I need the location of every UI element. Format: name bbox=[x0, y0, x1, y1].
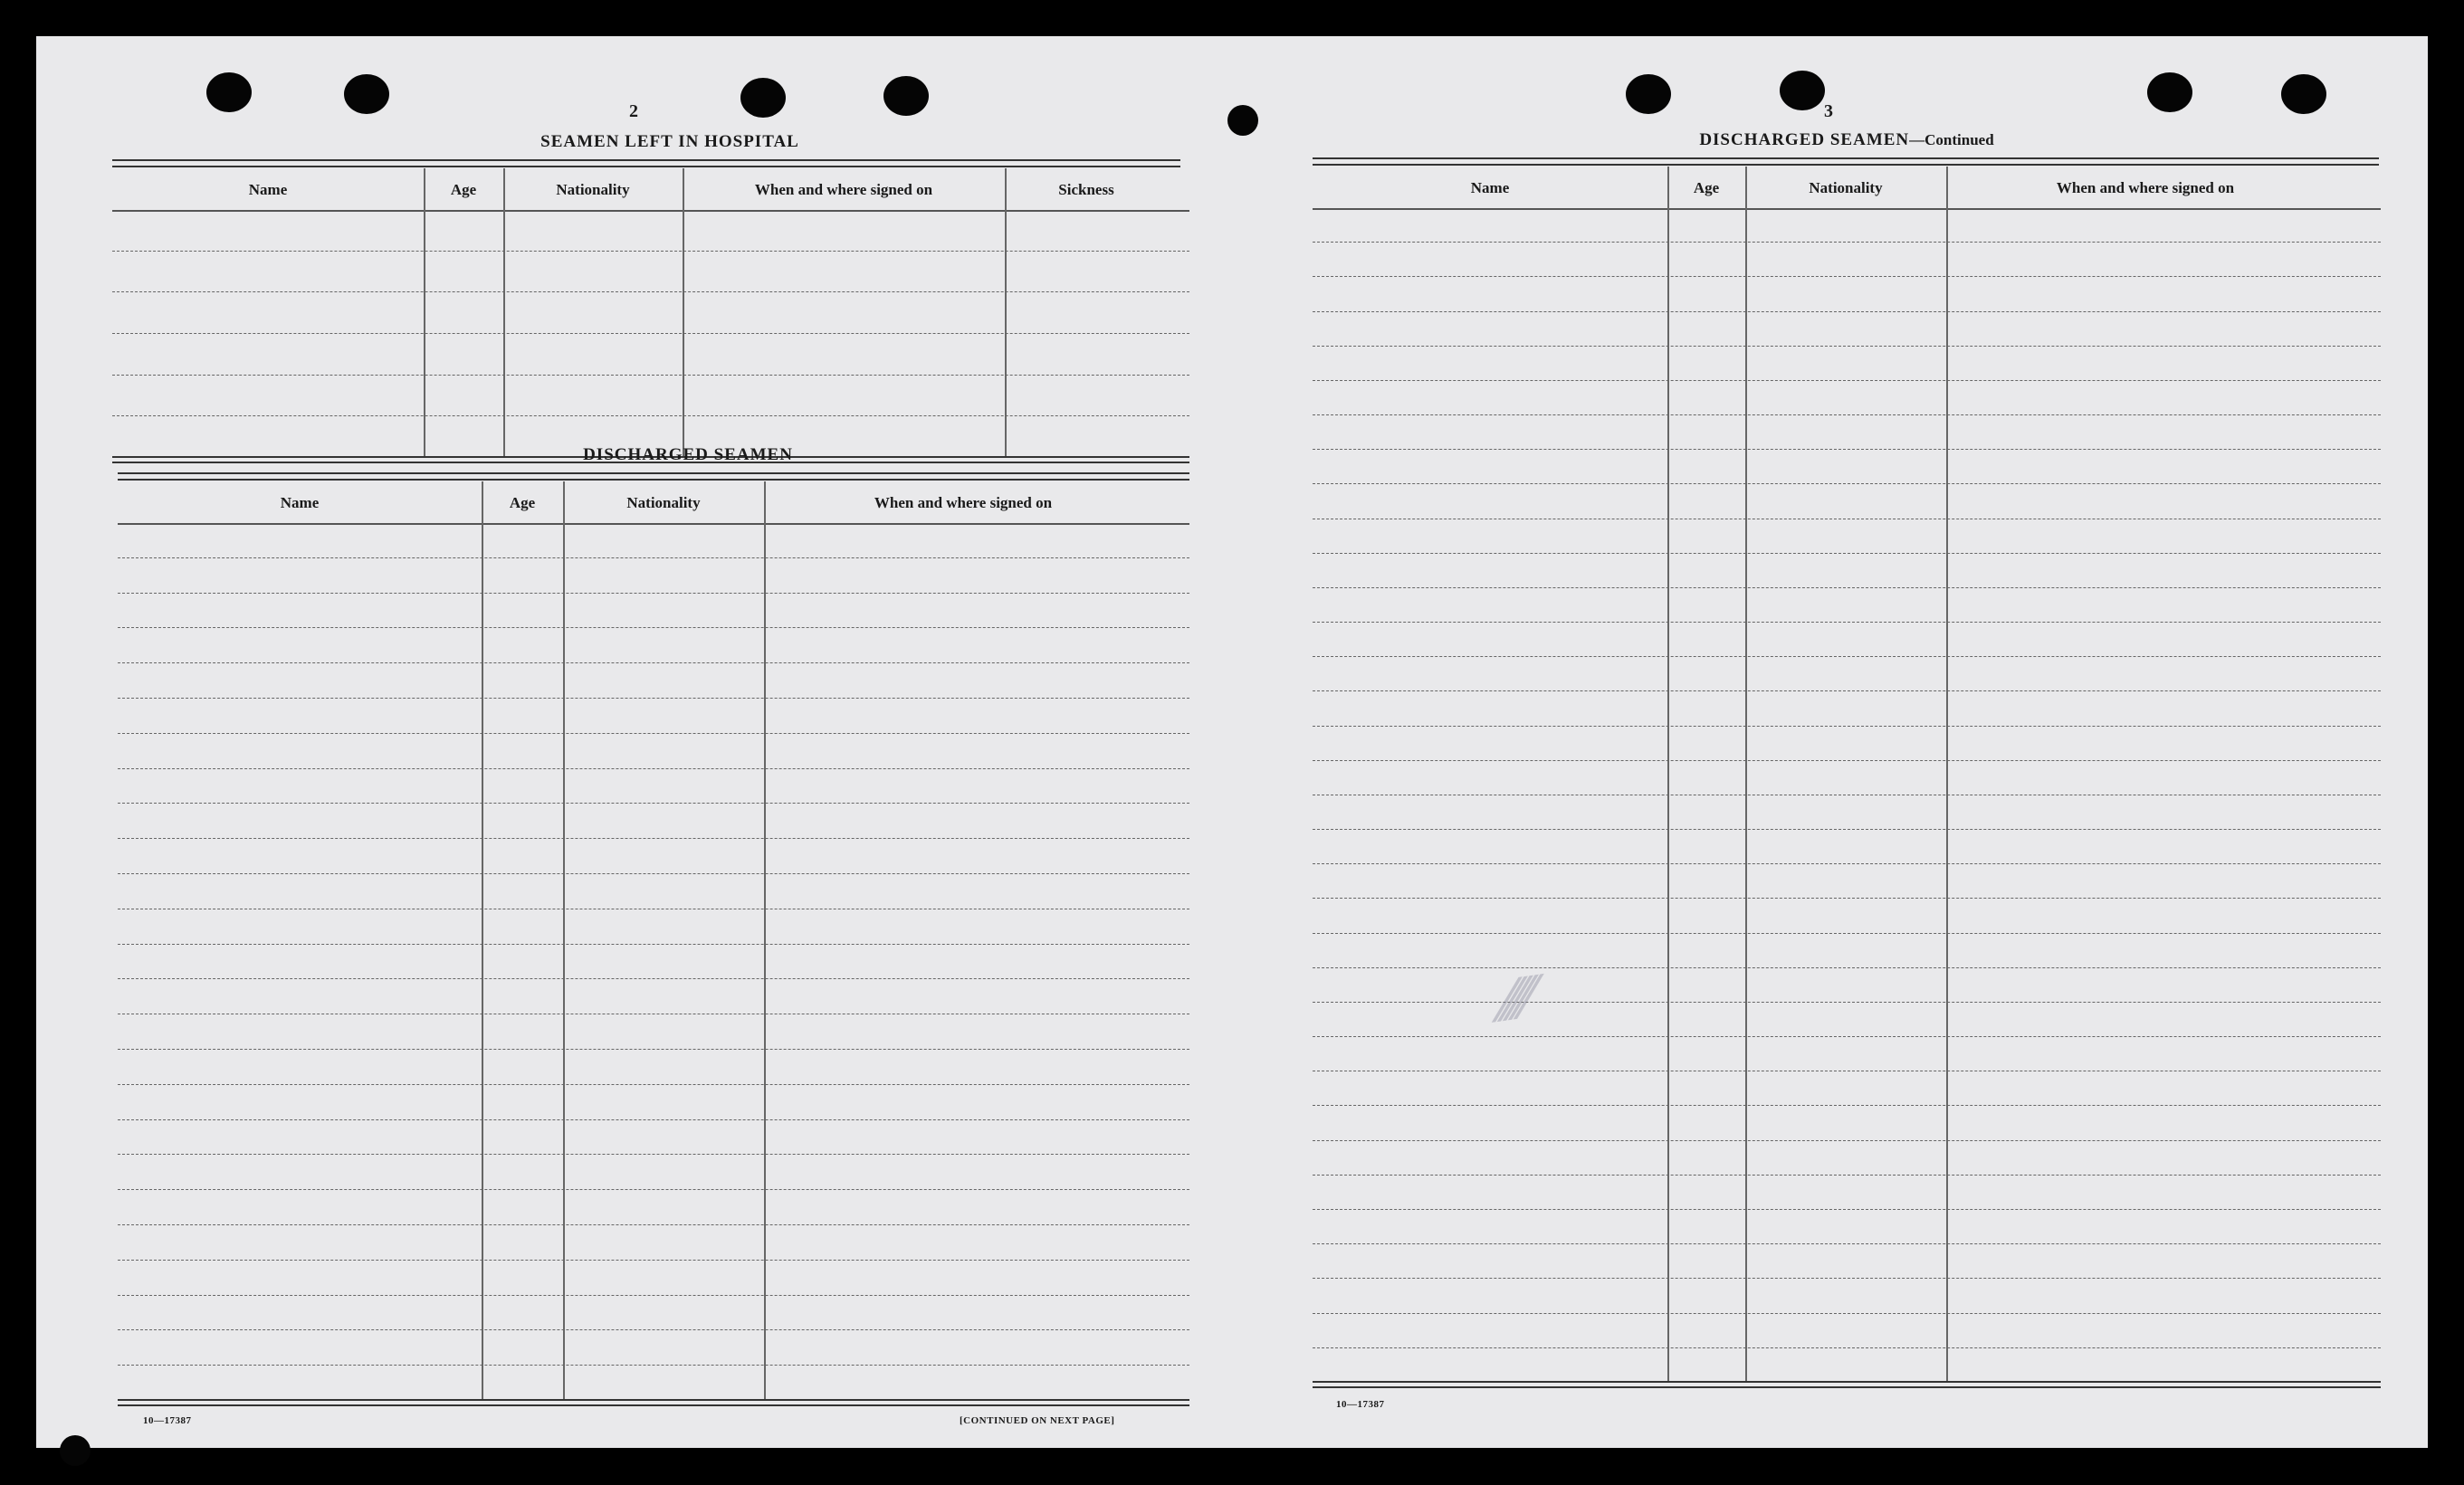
blank-ledger-row bbox=[1313, 934, 2381, 968]
blank-ledger-row bbox=[118, 909, 1189, 945]
right-section-title bbox=[1539, 130, 2154, 150]
col-header-signed-on: When and where signed on bbox=[2056, 179, 2235, 196]
blank-ledger-row bbox=[1313, 761, 2381, 795]
blank-ledger-row bbox=[1313, 864, 2381, 899]
discharged-section-title: DISCHARGED SEAMEN bbox=[583, 445, 793, 464]
blank-ledger-row bbox=[1313, 588, 2381, 623]
blank-ledger-row bbox=[1313, 1071, 2381, 1106]
blank-ledger-row bbox=[118, 1120, 1189, 1156]
col-header-age: Age bbox=[450, 181, 477, 198]
discharged-top-rule bbox=[118, 472, 1189, 481]
blank-ledger-row bbox=[1313, 450, 2381, 484]
col-header-nationality: Nationality bbox=[1809, 179, 1883, 196]
col-header-nationality: Nationality bbox=[556, 181, 630, 198]
continued-note: [CONTINUED ON NEXT PAGE] bbox=[960, 1415, 1115, 1426]
bleed-through-mark: ⁄⁄⁄⁄⁄ bbox=[1498, 966, 1534, 1033]
blank-ledger-row bbox=[118, 699, 1189, 734]
blank-ledger-row bbox=[112, 334, 1189, 376]
punch-hole bbox=[1626, 74, 1671, 114]
blank-ledger-row bbox=[118, 628, 1189, 663]
blank-ledger-row bbox=[1313, 899, 2381, 933]
blank-ledger-row bbox=[118, 1050, 1189, 1085]
hospital-table bbox=[112, 168, 1189, 458]
blank-ledger-row bbox=[118, 1085, 1189, 1120]
blank-ledger-row bbox=[118, 979, 1189, 1014]
blank-ledger-row bbox=[1313, 1314, 2381, 1348]
blank-ledger-row bbox=[118, 663, 1189, 699]
punch-hole bbox=[740, 78, 786, 118]
blank-ledger-row bbox=[112, 210, 1189, 252]
col-header-age: Age bbox=[509, 494, 536, 511]
discharged-table bbox=[118, 481, 1189, 1401]
col-header-name: Name bbox=[1470, 179, 1510, 196]
punch-hole bbox=[2147, 72, 2192, 112]
blank-ledger-row bbox=[1313, 208, 2381, 243]
blank-ledger-row bbox=[118, 1366, 1189, 1401]
blank-ledger-row bbox=[118, 594, 1189, 629]
blank-ledger-row bbox=[118, 804, 1189, 839]
punch-hole bbox=[883, 76, 929, 116]
blank-ledger-row bbox=[1313, 830, 2381, 864]
ledger-sheet bbox=[36, 36, 2428, 1448]
blank-ledger-row bbox=[118, 945, 1189, 980]
col-header-nationality: Nationality bbox=[626, 494, 701, 511]
blank-ledger-row bbox=[1313, 795, 2381, 830]
right-discharged-table bbox=[1313, 167, 2381, 1383]
blank-ledger-row bbox=[1313, 1348, 2381, 1383]
col-header-signed-on: When and where signed on bbox=[874, 494, 1053, 511]
blank-ledger-row bbox=[118, 1330, 1189, 1366]
col-header-name: Name bbox=[280, 494, 320, 511]
blank-ledger-row bbox=[1313, 554, 2381, 588]
right-section-title-text: DISCHARGED SEAMEN bbox=[1699, 130, 1910, 149]
left-form-number: 10—17387 bbox=[143, 1415, 192, 1426]
hospital-rows bbox=[112, 210, 1189, 458]
blank-ledger-row bbox=[1313, 968, 2381, 1003]
blank-ledger-row bbox=[118, 1190, 1189, 1225]
blank-ledger-row bbox=[1313, 1037, 2381, 1071]
col-header-name: Name bbox=[248, 181, 288, 198]
punch-hole bbox=[1227, 105, 1258, 136]
right-top-rule bbox=[1313, 157, 2379, 166]
hospital-table-header bbox=[112, 168, 1189, 212]
right-rows bbox=[1313, 208, 2381, 1383]
hospital-section-title: SEAMEN LEFT IN HOSPITAL bbox=[540, 132, 799, 151]
hospital-top-rule bbox=[112, 159, 1180, 167]
blank-ledger-row bbox=[1313, 381, 2381, 415]
blank-ledger-row bbox=[112, 252, 1189, 293]
left-page-number: 2 bbox=[629, 101, 638, 121]
right-page-number: 3 bbox=[1824, 101, 1833, 121]
right-form-number: 10—17387 bbox=[1336, 1399, 1385, 1410]
blank-ledger-row bbox=[1313, 484, 2381, 519]
right-table-header bbox=[1313, 167, 2381, 210]
blank-ledger-row bbox=[1313, 312, 2381, 347]
blank-ledger-row bbox=[118, 1014, 1189, 1050]
blank-ledger-row bbox=[1313, 1003, 2381, 1037]
blank-ledger-row bbox=[1313, 623, 2381, 657]
punch-hole bbox=[206, 72, 252, 112]
discharged-table-header bbox=[118, 481, 1189, 525]
col-header-signed-on: When and where signed on bbox=[754, 181, 933, 198]
blank-ledger-row bbox=[1313, 519, 2381, 554]
blank-ledger-row bbox=[1313, 277, 2381, 311]
blank-ledger-row bbox=[118, 1261, 1189, 1296]
blank-ledger-row bbox=[118, 1155, 1189, 1190]
col-header-age: Age bbox=[1693, 179, 1720, 196]
blank-ledger-row bbox=[1313, 415, 2381, 450]
punch-hole bbox=[344, 74, 389, 114]
blank-ledger-row bbox=[118, 839, 1189, 874]
blank-ledger-row bbox=[1313, 243, 2381, 277]
blank-ledger-row bbox=[1313, 1141, 2381, 1176]
blank-ledger-row bbox=[112, 292, 1189, 334]
blank-ledger-row bbox=[118, 769, 1189, 804]
blank-ledger-row bbox=[1313, 1279, 2381, 1313]
blank-ledger-row bbox=[118, 874, 1189, 909]
punch-hole bbox=[60, 1435, 91, 1466]
blank-ledger-row bbox=[112, 376, 1189, 417]
blank-ledger-row bbox=[1313, 691, 2381, 726]
blank-ledger-row bbox=[1313, 657, 2381, 691]
discharged-rows bbox=[118, 523, 1189, 1401]
punch-hole bbox=[2281, 74, 2326, 114]
discharged-bottom-rule bbox=[118, 1399, 1189, 1406]
blank-ledger-row bbox=[1313, 1176, 2381, 1210]
col-header-sickness: Sickness bbox=[1058, 181, 1114, 198]
blank-ledger-row bbox=[1313, 1210, 2381, 1244]
blank-ledger-row bbox=[1313, 1106, 2381, 1140]
blank-ledger-row bbox=[1313, 347, 2381, 381]
blank-ledger-row bbox=[118, 734, 1189, 769]
blank-ledger-row bbox=[118, 523, 1189, 558]
blank-ledger-row bbox=[1313, 1244, 2381, 1279]
right-bottom-rule bbox=[1313, 1381, 2381, 1388]
blank-ledger-row bbox=[1313, 727, 2381, 761]
blank-ledger-row bbox=[118, 1296, 1189, 1331]
right-section-title-suffix: —Continued bbox=[1909, 131, 1994, 148]
blank-ledger-row bbox=[118, 558, 1189, 594]
blank-ledger-row bbox=[118, 1225, 1189, 1261]
